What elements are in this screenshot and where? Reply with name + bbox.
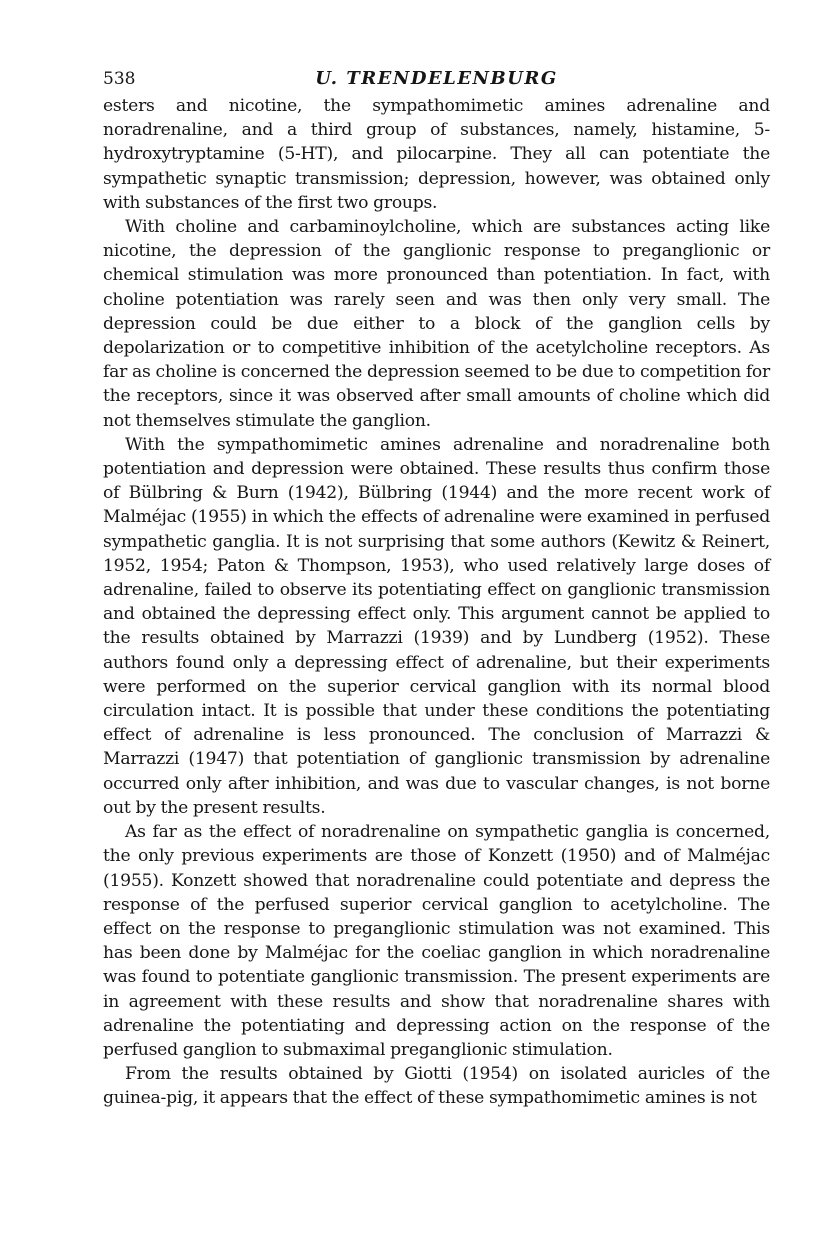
running-head-author: U. TRENDELENBURG bbox=[315, 68, 558, 89]
page bbox=[103, 64, 770, 1111]
running-head bbox=[103, 64, 770, 94]
paragraph-noradrenaline: As far as the effect of noradrenaline on sympathetic ganglia is concerned, the only previous experiments are those of Konzett (1950) and of Malméjac (1955). Konzett showed that noradrenaline could potentiate and depress the response of the perfused superior cervical ganglion to acetylcholine. The effect on the response to preganglionic stimulation was not examined. This has been done by Malméjac for the coeliac ganglion in which noradrenaline was found to potentiate ganglionic transmission. The present experiments are in agreement with these results and show that noradrenaline shares with adrenaline the potentiating and depressing action on the response of the perfused ganglion to submaximal preganglionic stimulation. bbox=[103, 822, 770, 1060]
page-number: 538 bbox=[103, 69, 136, 89]
paragraph-adrenaline: With the sympathomimetic amines adrenaline and noradrenaline both potentiation and depression were obtained. These results thus confirm those of Bülbring & Burn (1942), Bülbring (1944) and the more recent work of Malméjac (1955) in which the effects of adrenaline were examined in perfused sympathetic ganglia. It is not surprising that some authors (Kewitz & Reinert, 1952, 1954; Paton & Thompson, 1953), who used relatively large doses of adrenaline, failed to observe its potentiating effect on ganglionic transmission and obtained the depressing effect only. This argument cannot be applied to the results obtained by Marrazzi (1939) and by Lundberg (1952). These authors found only a depressing effect of adrenaline, but their experiments were performed on the superior cervical ganglion with its normal blood circulation intact. It is possible that under these conditions the potentiating effect of adrenaline is less pronounced. The conclusion of Marrazzi & Marrazzi (1947) that potentiation of ganglionic transmission by adrenaline occurred only after inhibition, and was due to vascular changes, is not borne out by the present results. bbox=[103, 434, 770, 818]
paragraph-giotti: From the results obtained by Giotti (1954) on isolated auricles of the guinea-pig, it appears that the effect of these sympathomimetic amines is not bbox=[103, 1064, 770, 1109]
body-text bbox=[103, 94, 770, 1111]
paragraph-choline: With choline and carbaminoylcholine, which are substances acting like nicotine, the depression of the ganglionic response to preganglionic or chemical stimulation was more pronounced than potentiation. In fact, with choline potentiation was rarely seen and was then only very small. The depression could be due either to a block of the ganglion cells by depolarization or to competitive inhibition of the acetylcholine receptors. As far as choline is concerned the depression seemed to be due to competition for the receptors, since it was observed after small amounts of choline which did not themselves stimulate the ganglion. bbox=[103, 217, 770, 431]
paragraph-continued: esters and nicotine, the sympathomimetic amines adrenaline and noradrenaline, and a third group of substances, namely, histamine, 5-hydroxytryptamine (5-HT), and pilocarpine. They all can potentiate the sympathetic synaptic transmission; depression, however, was obtained only with substances of the first two groups. bbox=[103, 96, 770, 213]
